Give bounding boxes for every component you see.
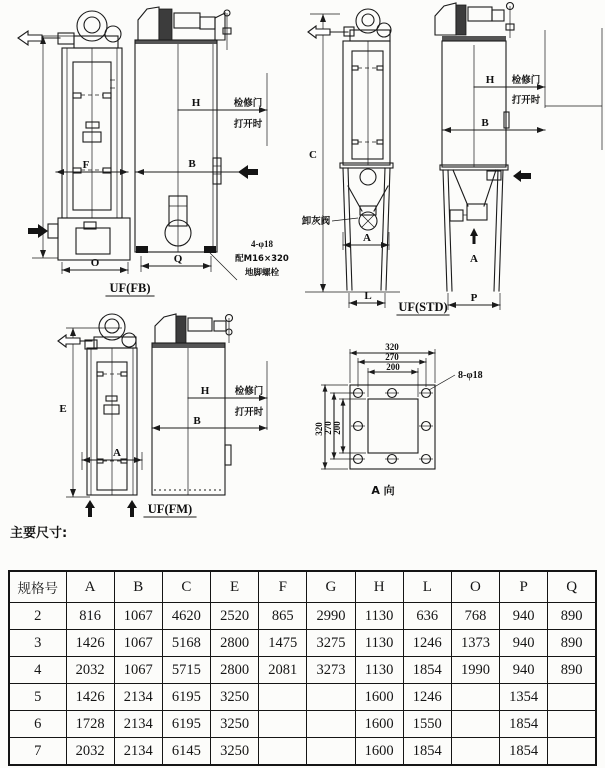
dimension-cell: 3250 [211, 711, 259, 738]
flange-dim-270-left: 270 [323, 421, 333, 435]
flange-view-label: A 向 [371, 484, 395, 497]
gas-flow-arrow-icon [513, 170, 531, 182]
uf-std-drawing [300, 0, 605, 318]
dimension-cell: 1246 [403, 630, 451, 657]
table-row [9, 684, 596, 711]
dimension-cell [307, 684, 355, 711]
dimension-cell [259, 738, 307, 766]
anchor-note-line1: 4-φ18 [250, 239, 274, 249]
dim-label-b: B [188, 158, 196, 170]
dim-label-h: H [200, 385, 210, 397]
dimension-cell: 1854 [403, 657, 451, 684]
dimension-cell: 1373 [451, 630, 499, 657]
dimension-cell: 890 [548, 603, 596, 630]
dimension-cell: 1130 [355, 603, 403, 630]
dimension-cell: 1246 [403, 684, 451, 711]
dimension-cell: 3275 [307, 630, 355, 657]
door-note-line1: 检修门 [511, 75, 541, 86]
dimension-cell [548, 711, 596, 738]
ash-valve-label: 卸灰阀 [301, 216, 331, 227]
dimension-cell: 1728 [66, 711, 114, 738]
dim-label-q: Q [173, 253, 183, 265]
inlet-up-arrow-icon [127, 500, 137, 517]
uf-fm-drawing [30, 312, 340, 525]
door-note-line1: 检修门 [233, 98, 263, 109]
dimension-cell: 816 [66, 603, 114, 630]
dimension-cell: 1475 [259, 630, 307, 657]
col-header-l: L [403, 571, 451, 603]
dimension-cell: 768 [451, 603, 499, 630]
dimension-cell: 2134 [114, 738, 162, 766]
dimension-cell: 2134 [114, 684, 162, 711]
flange-detail-drawing [315, 335, 605, 507]
dimension-cell: 940 [500, 630, 548, 657]
col-header-e: E [211, 571, 259, 603]
col-header-h: H [355, 571, 403, 603]
main-dimensions-title: 主要尺寸: [10, 526, 68, 541]
dimension-cell: 2800 [211, 630, 259, 657]
dimension-cell: 1600 [355, 738, 403, 766]
dimension-cell: 2990 [307, 603, 355, 630]
header-row [9, 571, 596, 603]
spec-no-cell: 4 [9, 657, 66, 684]
col-header-b: B [114, 571, 162, 603]
inlet-arrow-icon [28, 224, 48, 238]
dim-label-o: O [90, 257, 100, 269]
spec-no-cell: 5 [9, 684, 66, 711]
dimension-cell [548, 684, 596, 711]
dimensions-table-header [9, 571, 596, 603]
dimension-cell [307, 738, 355, 766]
dimension-cell: 940 [500, 603, 548, 630]
dimension-cell: 3250 [211, 738, 259, 766]
col-header-f: F [259, 571, 307, 603]
dimension-cell: 6195 [162, 711, 210, 738]
fm-front-view [58, 314, 142, 517]
dim-label-a-front: A [363, 232, 371, 244]
dimension-cell: 1067 [114, 630, 162, 657]
dim-label-f: F [82, 159, 90, 171]
dimension-cell: 4620 [162, 603, 210, 630]
spec-no-cell: 6 [9, 711, 66, 738]
inlet-up-arrow-icon [85, 500, 95, 517]
outlet-arrow-icon [308, 26, 330, 38]
fm-model-label: UF(FM) [147, 502, 193, 516]
dimension-cell: 2520 [211, 603, 259, 630]
flange-dimensions [314, 342, 483, 469]
dimension-cell [259, 711, 307, 738]
dim-label-b: B [193, 415, 201, 427]
col-header-p: P [500, 571, 548, 603]
col-header-a: A [66, 571, 114, 603]
dim-label-a: A [113, 447, 121, 459]
fb-front-view [18, 11, 130, 274]
spec-no-cell: 2 [9, 603, 66, 630]
dimension-cell [451, 684, 499, 711]
col-header-spec-no: 规格号 [9, 571, 66, 603]
fb-side-view [135, 7, 289, 280]
table-row [9, 738, 596, 766]
dimension-cell: 1067 [114, 603, 162, 630]
spec-no-cell: 7 [9, 738, 66, 766]
dimension-cell: 1854 [500, 738, 548, 766]
dimension-cell: 1354 [500, 684, 548, 711]
bolt-holes [351, 389, 433, 464]
dimension-cell: 1600 [355, 684, 403, 711]
dimension-cell: 940 [500, 657, 548, 684]
dimension-cell [307, 711, 355, 738]
dim-label-l: L [364, 290, 372, 302]
anchor-note-line3: 地脚螺栓 [244, 268, 280, 278]
dimension-cell [548, 738, 596, 766]
dimension-cell: 2134 [114, 711, 162, 738]
dimension-cell: 1600 [355, 711, 403, 738]
dimension-cell [451, 711, 499, 738]
col-header-q: Q [548, 571, 596, 603]
dim-label-p: P [470, 292, 478, 304]
dim-label-h: H [191, 97, 201, 109]
dim-label-c: C [309, 149, 317, 161]
flange-dim-320-top: 320 [385, 342, 399, 352]
dimension-cell: 2800 [211, 657, 259, 684]
outlet-arrow-icon [18, 31, 42, 45]
flange-dim-200-left: 200 [332, 421, 342, 435]
fm-side-view [152, 314, 267, 495]
dimensions-table [8, 570, 597, 766]
door-note-line2: 打开时 [234, 407, 264, 418]
dim-label-e: E [59, 403, 67, 415]
dim-label-h: H [485, 74, 495, 86]
dimension-cell: 5168 [162, 630, 210, 657]
table-row [9, 630, 596, 657]
gas-flow-arrow-icon [238, 165, 258, 179]
dimension-cell: 865 [259, 603, 307, 630]
dim-label-b: B [481, 117, 489, 129]
dimension-cell: 1990 [451, 657, 499, 684]
flange-plate [350, 385, 435, 469]
anchor-note-line2: 配M16×320 [235, 254, 289, 264]
outlet-arrow-icon [58, 335, 80, 347]
dimension-cell: 1854 [403, 738, 451, 766]
bolt-count-note: 8-φ18 [458, 370, 483, 381]
table-row [9, 657, 596, 684]
dimension-cell: 3250 [211, 684, 259, 711]
std-model-label: UF(STD) [398, 300, 448, 314]
dust-flow-arrow-icon [470, 228, 478, 244]
dim-label-a-side: A [470, 253, 478, 265]
dimension-cell: 5715 [162, 657, 210, 684]
dimension-cell: 1854 [500, 711, 548, 738]
dimension-cell: 1426 [66, 630, 114, 657]
col-header-o: O [451, 571, 499, 603]
flange-dim-270-top: 270 [385, 352, 399, 362]
dimension-cell: 2032 [66, 657, 114, 684]
dimension-cell [451, 738, 499, 766]
dimension-cell: 6145 [162, 738, 210, 766]
dimension-cell [259, 684, 307, 711]
dimension-cell: 3273 [307, 657, 355, 684]
uf-fb-drawing [0, 0, 300, 310]
fb-model-label: UF(FB) [109, 281, 151, 295]
dimension-cell: 2032 [66, 738, 114, 766]
dimension-cell: 1067 [114, 657, 162, 684]
col-header-c: C [162, 571, 210, 603]
dimension-cell: 890 [548, 630, 596, 657]
dimensions-table-body [9, 603, 596, 766]
spec-no-cell: 3 [9, 630, 66, 657]
door-note-line2: 打开时 [233, 119, 263, 130]
table-row [9, 603, 596, 630]
dimension-cell: 636 [403, 603, 451, 630]
table-row [9, 711, 596, 738]
dimension-cell: 1130 [355, 657, 403, 684]
std-front-view [302, 9, 400, 308]
col-header-g: G [307, 571, 355, 603]
std-side-view [435, 3, 602, 311]
dimension-cell: 1130 [355, 630, 403, 657]
flange-dim-320-left: 320 [314, 422, 324, 436]
dimension-cell: 2081 [259, 657, 307, 684]
dimension-cell: 6195 [162, 684, 210, 711]
door-note-line2: 打开时 [511, 95, 541, 106]
dimension-cell: 1426 [66, 684, 114, 711]
dimension-cell: 890 [548, 657, 596, 684]
dimension-cell: 1550 [403, 711, 451, 738]
flange-dim-200-top: 200 [386, 362, 400, 372]
door-note-line1: 检修门 [234, 386, 264, 397]
